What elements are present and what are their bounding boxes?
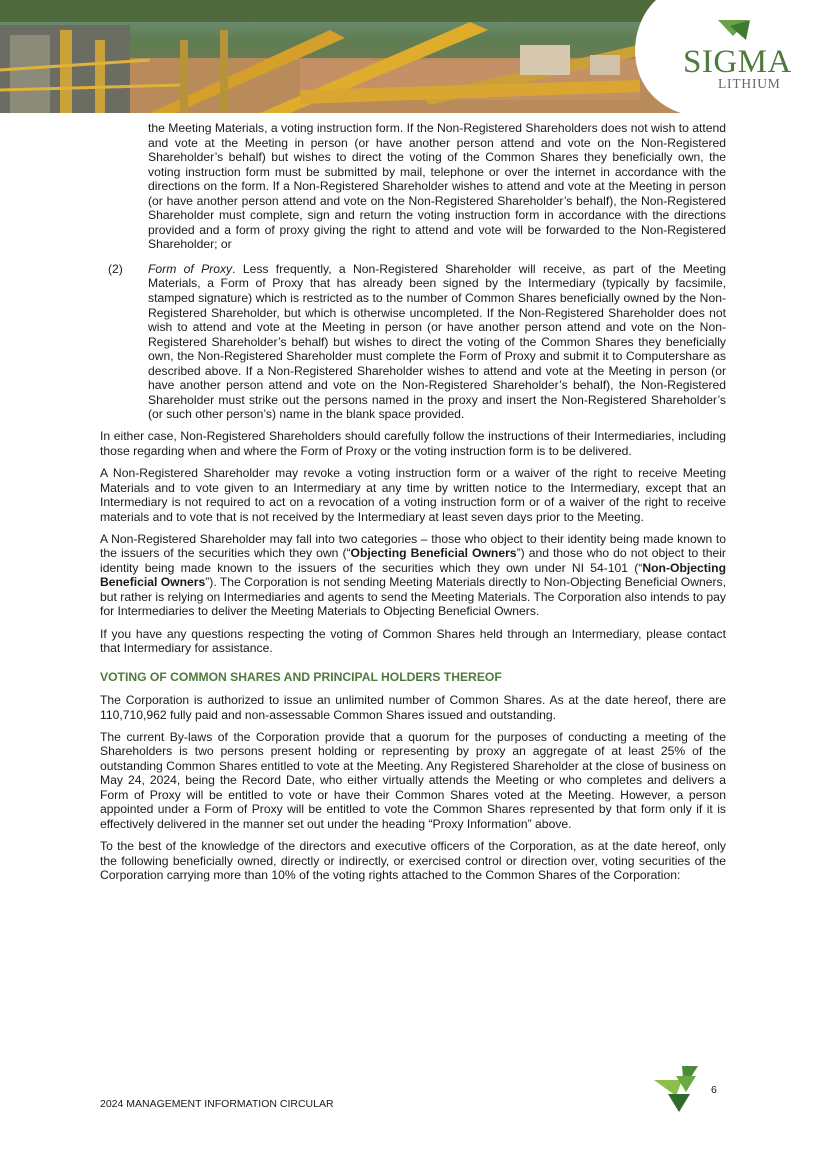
list-item-number: (2) <box>108 261 123 276</box>
list-item-text: . Less frequently, a Non-Registered Shareholder will receive, as part of the Meeting Materials, a Form of Proxy that has already been signed by the Intermediary (typically by facsimile, stamped signature) which is restricted as to the number of Common Shares beneficially owned by the Non-Registered Shareholder, but which is otherwise uncompleted. If the Non-Registered Shareholder does not wish to attend and vote at the Meeting in person (or have another person attend and vote on the Non-Registered Shareholder’s behalf) but wishes to direct the voting of the Common Shares they beneficially own, the Non-Registered Shareholder must complete the Form of Proxy and submit it to Computershare as described above. If a Non-Registered Shareholder wishes to attend and vote at the Meeting in person (or have another person attend and vote on the Non-Registered Shareholder’s behalf), the Non-Registered Shareholder must strike out the persons named in the proxy and insert the Non-Registered Shareholder’s (or such other person’s) name in the blank space provided. <box>148 261 726 422</box>
section-heading-voting: VOTING OF COMMON SHARES AND PRINCIPAL HOLDERS THEREOF <box>100 669 502 684</box>
term-non-objecting-beneficial-owners: Non-Objecting Beneficial Owners <box>100 560 726 590</box>
page-number: 6 <box>711 1084 717 1096</box>
item1-continuation: the Meeting Materials, a voting instruction form. If the Non-Registered Shareholders does not wish to attend and vote at the Meeting in person (or have another person attend and vote on the Non-Registered Shareholder’s behalf) but wishes to direct the voting of the Common Shares they beneficially own, the voting instruction form must be submitted by mail, telephone or over the internet in accordance with the directions on the form. If a Non-Registered Shareholder wishes to attend and vote at the Meeting in person (or have another person attend and vote on the Non-Registered Shareholder’s behalf), the Non-Registered Shareholder must complete, sign and return the voting instruction form in accordance with the directions provided and a form of proxy giving the right to attend and vote will be forwarded to the Non-Registered Shareholder; or <box>148 121 726 252</box>
paragraph-revoke: A Non-Registered Shareholder may revoke a voting instruction form or a waiver of the right to receive Meeting Materials and to vote given to an Intermediary at any time by written notice to the Intermediary, except that an Intermediary is not required to act on a revocation of a voting instruction form or of a waiver of the right to receive materials and to vote that is not received by the Intermediary at least seven days prior to the Meeting. <box>100 466 726 524</box>
paragraph-categories <box>100 532 726 619</box>
footer-title: 2024 MANAGEMENT INFORMATION CIRCULAR <box>100 1098 334 1110</box>
term-objecting-beneficial-owners: Objecting Beneficial Owners <box>350 546 517 561</box>
sigma-triangle-icon <box>652 1066 698 1112</box>
sigma-lithium-logo <box>626 0 826 113</box>
categories-text-3: ”). The Corporation is not sending Meeting Materials directly to Non-Objecting Beneficial Owners, but rather is relying on Intermediaries and agents to send the Meeting Materials. The Corporation also intends to pay for Intermediaries to deliver the Meeting Materials to Objecting Beneficial Owners. <box>100 575 726 619</box>
logo-word: SIGMA <box>683 44 792 80</box>
paragraph-bylaws: The current By-laws of the Corporation provide that a quorum for the purposes of conducting a meeting of the Shareholders is two persons present holding or representing by proxy an aggregate of at least 25% of the outstanding Common Shares entitled to vote at the Meeting. Any Registered Shareholder at the close of business on May 24, 2024, being the Record Date, who either virtually attends the Meeting or who completes and delivers a Form of Proxy will be entitled to vote or have their Common Shares voted at the Meeting. However, a person appointed under a Form of Proxy will be entitled to vote the Common Shares represented by that form only if it is effectively delivered in the manner set out under the heading “Proxy Information” above. <box>100 729 726 832</box>
header-banner <box>0 0 826 113</box>
document-body <box>100 121 726 890</box>
categories-text-1: A Non-Registered Shareholder may fall into two categories – those who object to their identity being made known to the issuers of the securities which they own (“ <box>100 531 726 561</box>
paragraph-either-case: In either case, Non-Registered Shareholders should carefully follow the instructions of their Intermediaries, including those regarding when and where the Form of Proxy or the voting instruction form is to be delivered. <box>100 429 726 458</box>
paragraph-authorized: The Corporation is authorized to issue an unlimited number of Common Shares. As at the date hereof, there are 110,710,962 fully paid and non-assessable Common Shares issued and outstanding. <box>100 693 726 722</box>
list-item-title: Form of Proxy <box>148 261 233 276</box>
paragraph-knowledge: To the best of the knowledge of the directors and executive officers of the Corporation, as at the date hereof, only the following beneficially owned, directly or indirectly, or exercised control or direction over, voting securities of the Corporation carrying more than 10% of the voting rights attached to the Common Shares of the Corporation: <box>100 839 726 883</box>
logo-subword: LITHIUM <box>718 76 781 91</box>
list-item-form-of-proxy <box>108 261 726 422</box>
paragraph-questions: If you have any questions respecting the voting of Common Shares held through an Intermediary, please contact that Intermediary for assistance. <box>100 626 726 656</box>
categories-text-2: ”) and those who do not object to their identity being made known to the issuers of the securities which they own under NI 54-101 (“ <box>100 546 726 575</box>
